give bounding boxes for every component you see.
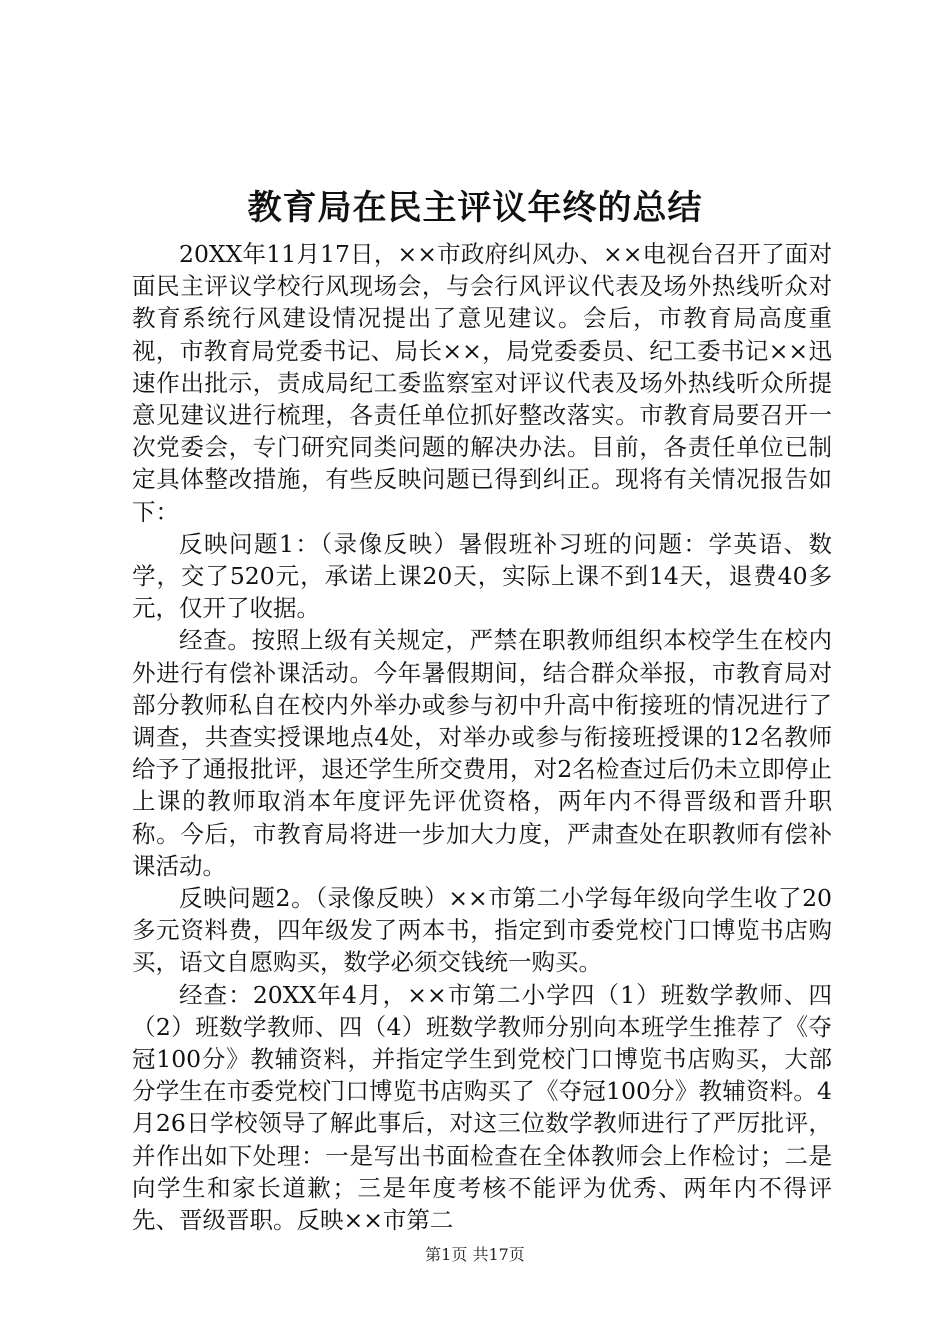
paragraph-intro: 20XX年11月17日，××市政府纠风办、××电视台召开了面对面民主评议学校行风现场会，与会行风评议代表及场外热线听众对教育系统行风建设情况提出了意见建议。会后，市教育局高度重视，市教育局党委书记、局长××，局党委委员、纪工委书记××迅速作出批示，责成局纪工委监察室对评议代表及场外热线听众所提意见建议进行梳理，各责任单位抓好整改落实。市教育局要召开一次党委会，专门研究同类问题的解决办法。目前，各责任单位已制定具体整改措施，有些反映问题已得到纠正。现将有关情况报告如下： bbox=[132, 240, 832, 526]
document-body bbox=[132, 238, 832, 1236]
paragraph-finding-2: 经查：20XX年4月，××市第二小学四（1）班数学教师、四（2）班数学教师、四（4）班数学教师分别向本班学生推荐了《夺冠100分》教辅资料，并指定学生到党校门口博览书店购买，大部分学生在市委党校门口博览书店购买了《夺冠100分》教辅资料。4月26日学校领导了解此事后，对这三位数学教师进行了严厉批评，并作出如下处理：一是写出书面检查在全体教师会上作检讨；二是向学生和家长道歉；三是年度考核不能评为优秀、两年内不得评先、晋级晋职。反映××市第二 bbox=[132, 980, 832, 1235]
document-title: 教育局在民主评议年终的总结 bbox=[247, 188, 703, 228]
paragraph-issue-1: 反映问题1：（录像反映）暑假班补习班的问题：学英语、数学，交了520元，承诺上课20天，实际上课不到14天，退费40多元，仅开了收据。 bbox=[132, 529, 832, 623]
paragraph-issue-2: 反映问题2。（录像反映）××市第二小学每年级向学生收了20多元资料费，四年级发了两本书，指定到市委党校门口博览书店购买，语文自愿购买，数学必须交钱统一购买。 bbox=[132, 884, 832, 977]
page-number-footer: 第1页 共17页 bbox=[425, 1245, 525, 1264]
paragraph-finding-1: 经查。按照上级有关规定，严禁在职教师组织本校学生在校内外进行有偿补课活动。今年暑假期间，结合群众举报，市教育局对部分教师私自在校内外举办或参与初中升高中衔接班的情况进行了调查，共查实授课地点4处，对举办或参与衔接班授课的12名教师给予了通报批评，退还学生所交费用，对2名检查过后仍未立即停止上课的教师取消本年度评先评优资格，两年内不得晋级和晋升职称。今后，市教育局将进一步加大力度，严肃查处在职教师有偿补课活动。 bbox=[132, 626, 832, 880]
